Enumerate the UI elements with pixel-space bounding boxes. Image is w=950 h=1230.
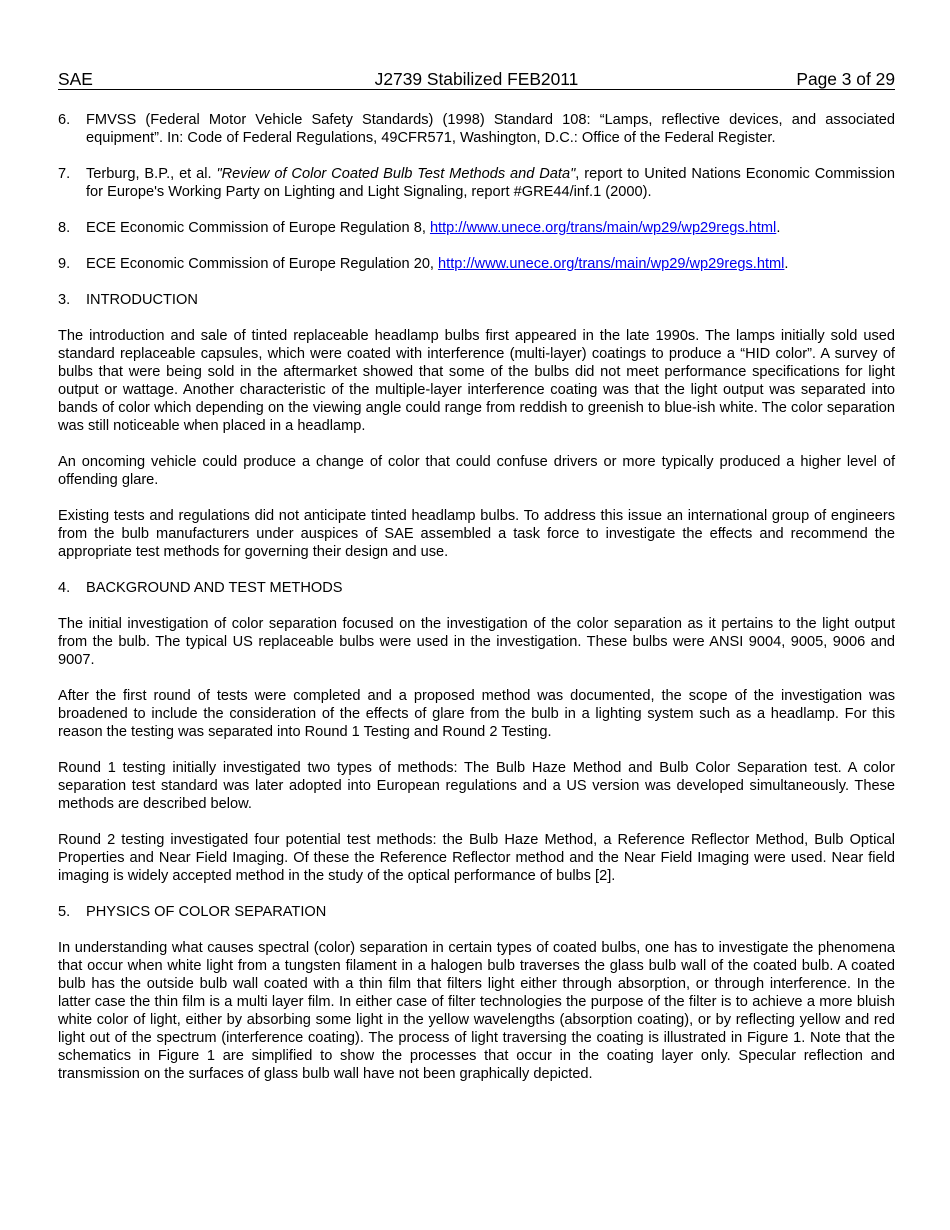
paragraph: Round 2 testing investigated four potential test methods: the Bulb Haze Method, a Reference Reflector Method, Bulb Optical Properties and Near Field Imaging. Of these the Reference Reflector method and the Near Field Imaging were used. Near field imaging is widely accepted method in the study of the optical performance of bulbs [2]. [58,832,895,884]
document-body [58,111,895,1083]
reference-text-tail: , report to United Nations Economic Commission for Europe's Working Party on Lighting and Light Signaling, report #GRE44/inf.1 (2000). [86,166,895,200]
reference-link[interactable]: http://www.unece.org/trans/main/wp29/wp29regs.html [429,220,777,236]
paragraph: After the first round of tests were completed and a proposed method was documented, the scope of the investigation was broadened to include the consideration of the effects of glare from the bulb in a lighting system such as a headlamp. For this reason the testing was separated into Round 1 Testing and Round 2 Testing. [58,688,895,740]
reference-text-tail: . [776,220,781,236]
reference-number: 6. [58,112,71,128]
header-page-number: Page 3 of 29 [796,69,895,89]
paragraph: An oncoming vehicle could produce a change of color that could confuse drivers or more typically produced a higher level of offending glare. [58,454,895,488]
section-title: PHYSICS OF COLOR SEPARATION [86,904,327,920]
section-title: BACKGROUND AND TEST METHODS [86,580,343,596]
reference-text-tail: . [784,256,789,272]
section-heading-background [58,579,895,597]
section-title: INTRODUCTION [86,292,198,308]
reference-text: FMVSS (Federal Motor Vehicle Safety Standards) (1998) Standard 108: “Lamps, reflective devices, and associated equipment”. In: Code of Federal Regulations, 49CFR571, Washington, D.C.: Office of the Federal Register. [86,112,895,146]
reference-item [58,255,895,273]
paragraph: Existing tests and regulations did not anticipate tinted headlamp bulbs. To address this issue an international group of engineers from the bulb manufacturers under auspices of SAE assembled a task force to investigate the effects and recommend the appropriate test methods for governing their design and use. [58,508,895,560]
reference-item [58,165,895,201]
reference-text-lead: ECE Economic Commission of Europe Regulation 8, [86,220,430,236]
header-doc-id: J2739 Stabilized FEB2011 [374,69,579,89]
header-org: SAE [58,69,93,89]
document-page [58,69,895,1101]
section-heading-physics [58,903,895,921]
reference-number: 7. [58,166,71,182]
reference-item [58,111,895,147]
section-heading-introduction [58,291,895,309]
reference-number: 8. [58,220,71,236]
paragraph: In understanding what causes spectral (color) separation in certain types of coated bulbs, one has to investigate the phenomena that occur when white light from a tungsten filament in a halogen bulb traverses the glass bulb wall of the coated bulb. A coated bulb has the outside bulb wall coated with a thin film that filters light either through absorption, or through interference. In the latter case the thin film is a multi layer film. In either case of filter technologies the purpose of the filter is to achieve a more bluish white color of light, either by absorbing some light in the yellow wavelengths (absorption coating), or by reflecting yellow and red light out of the spectrum (interference coating). The process of light traversing the coating is illustrated in Figure 1. Note that the schematics in Figure 1 are simplified to show the processes that occur in the coating layer only. Specular reflection and transmission on the surfaces of glass bulb wall have not been graphically depicted. [58,940,895,1082]
reference-item [58,219,895,237]
reference-text-lead: Terburg, B.P., et al. [86,166,217,182]
section-number: 3. [58,292,71,308]
reference-title: "Review of Color Coated Bulb Test Methods and Data" [216,166,576,182]
paragraph: The introduction and sale of tinted replaceable headlamp bulbs first appeared in the late 1990s. The lamps initially sold used standard replaceable capsules, which were coated with interference (multi-layer) coatings to produce a “HID color”. A survey of bulbs that were being sold in the aftermarket showed that some of the bulbs did not meet performance specifications for light output or wattage. Another characteristic of the multiple-layer interference coating was that the light output was separated into bands of color which depending on the viewing angle could range from reddish to greenish to blue-ish white. The color separation was still noticeable when placed in a headlamp. [58,328,895,434]
reference-number: 9. [58,256,71,272]
section-number: 4. [58,580,71,596]
section-number: 5. [58,904,71,920]
reference-text-lead: ECE Economic Commission of Europe Regulation 20, [86,256,439,272]
paragraph: Round 1 testing initially investigated two types of methods: The Bulb Haze Method and Bulb Color Separation test. A color separation test standard was later adopted into European regulations and a US version was developed simultaneously. These methods are described below. [58,760,895,812]
page-header [58,69,895,90]
reference-link[interactable]: http://www.unece.org/trans/main/wp29/wp29regs.html [438,256,785,272]
paragraph: The initial investigation of color separation focused on the investigation of the color separation as it pertains to the light output from the bulb. The typical US replaceable bulbs were used in the investigation. These bulbs were ANSI 9004, 9005, 9006 and 9007. [58,616,895,668]
